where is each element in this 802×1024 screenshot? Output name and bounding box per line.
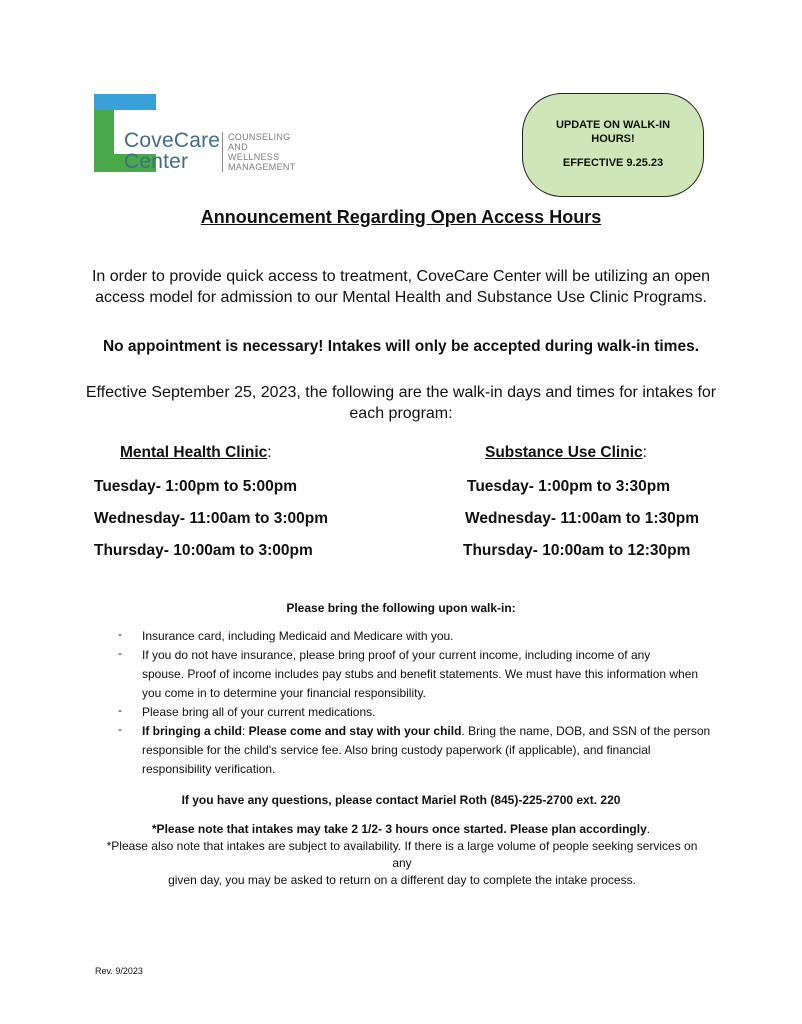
child-separator: : bbox=[242, 724, 249, 738]
effective-line: each program: bbox=[349, 405, 453, 422]
logo-tag-line: WELLNESS bbox=[228, 152, 280, 162]
intake-duration-period: . bbox=[646, 822, 651, 836]
effective-line: Effective September 25, 2023, the following are the walk-in days and times for intakes for bbox=[85, 384, 717, 401]
availability-line: *Please also note that intakes are subject to availability. If there is a large volume of people seeking services on any bbox=[106, 839, 698, 870]
list-item: Please bring all of your current medications. bbox=[142, 705, 376, 719]
list-bullet: - bbox=[118, 627, 122, 641]
mental-health-clinic-heading bbox=[120, 444, 272, 462]
list-item-line: responsible for the child's service fee. Also bring custody paperwork (if applicable), and financial bbox=[142, 743, 651, 757]
substance-use-time: Wednesday- 11:00am to 1:30pm bbox=[465, 510, 700, 527]
update-notice-heading bbox=[523, 118, 703, 146]
substance-use-clinic-heading bbox=[485, 444, 647, 462]
intro-line: In order to provide quick access to treatment, CoveCare Center will be utilizing an open bbox=[91, 268, 711, 285]
list-item bbox=[142, 646, 712, 703]
revision-label: Rev. 9/2023 bbox=[95, 966, 143, 976]
availability-line: given day, you may be asked to return on a different day to complete the intake process. bbox=[168, 873, 636, 887]
logo-divider bbox=[222, 132, 223, 172]
logo-tag-line: COUNSELING bbox=[228, 132, 291, 142]
substance-use-time: Tuesday- 1:00pm to 3:30pm bbox=[467, 478, 670, 495]
update-notice-line: HOURS! bbox=[591, 133, 635, 145]
heading-colon: : bbox=[642, 444, 647, 461]
no-appointment-notice: No appointment is necessary! Intakes will only be accepted during walk-in times. bbox=[102, 338, 700, 355]
intake-duration-note bbox=[0, 822, 802, 836]
contact-line: If you have any questions, please contact Mariel Roth (845)-225-2700 ext. 220 bbox=[181, 793, 621, 807]
bring-list-heading: Please bring the following upon walk-in: bbox=[286, 601, 516, 615]
update-notice-effective: EFFECTIVE 9.25.23 bbox=[562, 157, 664, 169]
effective-paragraph bbox=[0, 382, 802, 424]
list-item-line: spouse. Proof of income includes pay stubs and benefit statements. We must have this information when bbox=[142, 667, 699, 681]
availability-note bbox=[96, 838, 708, 889]
child-instruction-bold: Please come and stay with your child bbox=[248, 724, 462, 738]
logo-word-covecare: CoveCare bbox=[124, 129, 221, 152]
logo-word-center: Center bbox=[124, 150, 189, 173]
update-notice-box bbox=[522, 93, 704, 197]
update-notice-line: UPDATE ON WALK-IN bbox=[555, 119, 671, 131]
list-item-line bbox=[142, 722, 712, 741]
list-bullet: - bbox=[118, 703, 122, 717]
substance-use-clinic-name: Substance Use Clinic bbox=[485, 444, 643, 461]
logo-blue-bar bbox=[94, 94, 156, 110]
logo-tag-line: MANAGEMENT bbox=[228, 162, 296, 172]
list-item: Insurance card, including Medicaid and Medicare with you. bbox=[142, 629, 454, 643]
substance-use-time: Thursday- 10:00am to 12:30pm bbox=[463, 542, 691, 559]
mental-health-clinic-name: Mental Health Clinic bbox=[120, 444, 268, 461]
logo-tag-line: AND bbox=[228, 142, 248, 152]
list-item bbox=[142, 722, 712, 779]
intro-line: access model for admission to our Mental Health and Substance Use Clinic Programs. bbox=[95, 289, 707, 306]
mental-health-time: Thursday- 10:00am to 3:00pm bbox=[94, 542, 313, 559]
mental-health-time: Wednesday- 11:00am to 3:00pm bbox=[94, 510, 329, 527]
list-item-line: you come in to determine your financial responsibility. bbox=[142, 686, 426, 700]
mental-health-time: Tuesday- 1:00pm to 5:00pm bbox=[94, 478, 297, 495]
list-bullet: - bbox=[118, 646, 122, 660]
list-bullet: - bbox=[118, 722, 122, 736]
child-instruction-rest: . Bring the name, DOB, and SSN of the person bbox=[461, 724, 711, 738]
list-item-line: If you do not have insurance, please bring proof of your current income, including income of any bbox=[142, 648, 651, 662]
list-item-line: responsibility verification. bbox=[142, 762, 276, 776]
child-heading-bold: If bringing a child bbox=[142, 724, 242, 738]
covecare-logo bbox=[94, 94, 304, 176]
intake-duration-bold: *Please note that intakes may take 2 1/2- 3 hours once started. Please plan accordingly bbox=[151, 822, 647, 836]
page-title: Announcement Regarding Open Access Hours bbox=[200, 207, 602, 227]
intro-paragraph bbox=[0, 266, 802, 308]
heading-colon: : bbox=[267, 444, 272, 461]
